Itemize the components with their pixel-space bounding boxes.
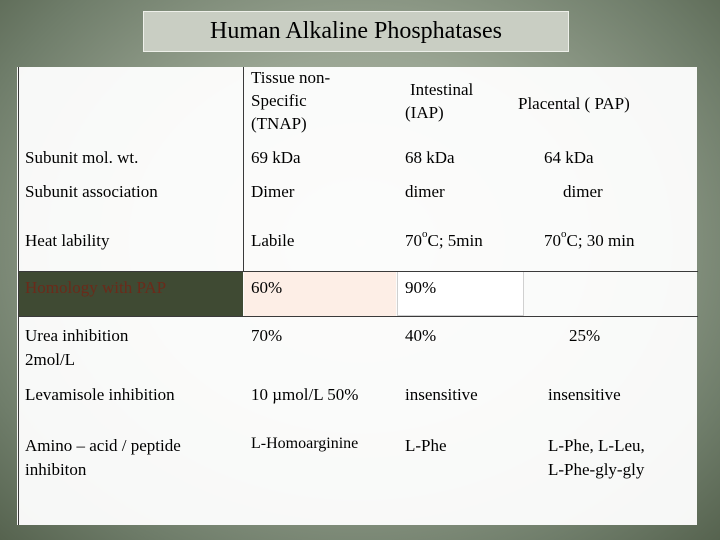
row-label: Homology with PAP <box>25 278 167 297</box>
cell-pap: 64 kDa <box>544 148 594 167</box>
row-label: Subunit mol. wt. <box>25 148 139 167</box>
cell-pap: dimer <box>563 182 603 201</box>
cell-pap: 70$^o$C; 30 min <box>544 228 635 250</box>
cell-tnap: Labile <box>251 231 295 250</box>
grid-line <box>18 316 698 317</box>
row-label: Urea inhibition 2mol/L <box>25 326 129 369</box>
cell-iap: L-Phe <box>405 436 447 455</box>
grid-line <box>243 67 244 271</box>
cell-tnap: 60% <box>251 278 283 297</box>
page-title: Human Alkaline Phosphatases <box>210 18 502 44</box>
row-label: Heat lability <box>25 231 110 250</box>
cell-tnap: L-Homoarginine <box>251 435 359 452</box>
cell-tnap: 70% <box>251 326 283 345</box>
cell-pap: L-Phe, L-Leu, L-Phe-gly-gly <box>548 436 645 479</box>
row-label: Levamisole inhibition <box>25 385 175 404</box>
grid-line <box>18 271 698 272</box>
cell-pap: 25% <box>569 326 601 345</box>
cell-tnap: Dimer <box>251 182 295 201</box>
cell-iap: 68 kDa <box>405 148 455 167</box>
grid-line <box>18 67 19 525</box>
cell-iap: 40% <box>405 326 437 345</box>
row-label: Subunit association <box>25 182 158 201</box>
cell-iap: insensitive <box>405 385 478 404</box>
header-iap: Intestinal (IAP) <box>405 80 474 122</box>
cell-tnap: 10 µmol/L 50% <box>251 385 359 404</box>
cell-pap: insensitive <box>548 385 621 404</box>
cell-iap: 90% <box>405 278 437 297</box>
cell-iap: dimer <box>405 182 445 201</box>
cell-iap: 70$^o$C; 5min <box>405 228 483 250</box>
header-pap: Placental ( PAP) <box>518 94 630 113</box>
cell-tnap: 69 kDa <box>251 148 301 167</box>
header-tnap: Tissue non- Specific (TNAP) <box>251 68 331 133</box>
title-box <box>143 11 569 52</box>
row-label: Amino – acid / peptide inhibiton <box>25 436 181 479</box>
